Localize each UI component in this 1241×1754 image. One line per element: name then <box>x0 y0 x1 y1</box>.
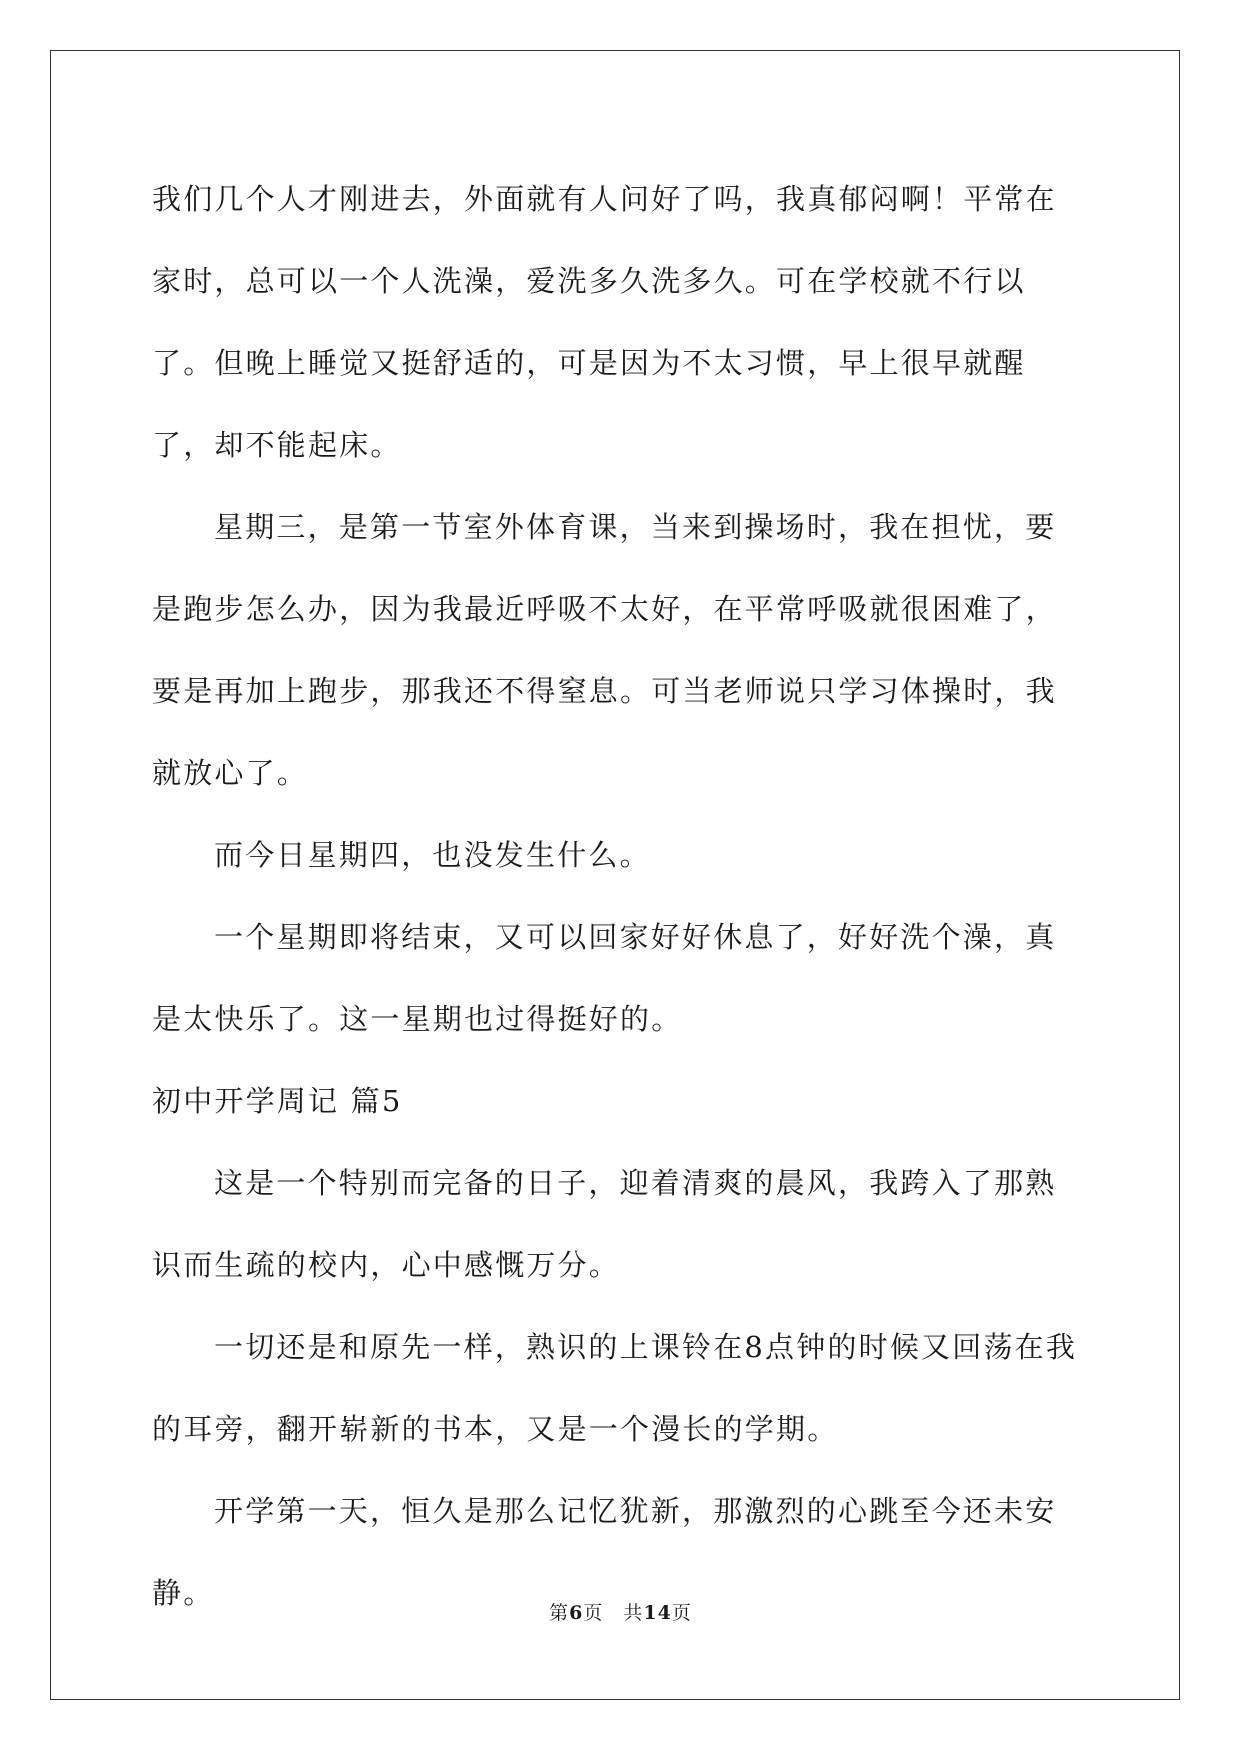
paragraph: 一个星期即将结束，又可以回家好好休息了，好好洗个澡，真是太快乐了。这一星期也过得挺好的。 <box>152 920 1057 1036</box>
page-prefix: 第 <box>549 1602 570 1624</box>
page-total: 14 <box>643 1602 672 1624</box>
total-prefix: 共 <box>623 1602 644 1624</box>
page-unit: 页 <box>583 1602 604 1624</box>
paragraph: 这是一个特别而完备的日子，迎着清爽的晨风，我跨入了那熟识而生疏的校内，心中感慨万分。 <box>152 1166 1057 1282</box>
page-footer <box>0 1598 1241 1625</box>
total-unit: 页 <box>671 1602 692 1624</box>
paragraph: 而今日星期四，也没发生什么。 <box>214 838 651 872</box>
page-current: 6 <box>569 1602 584 1624</box>
paragraph: 开学第一天，恒久是那么记忆犹新，那激烈的心跳至今还未安静。 <box>152 1494 1057 1610</box>
document-body <box>152 158 1087 1634</box>
section-heading: 初中开学周记 篇5 <box>152 1084 403 1118</box>
paragraph: 星期三，是第一节室外体育课，当来到操场时，我在担忧，要是跑步怎么办，因为我最近呼吸不太好，在平常呼吸就很困难了，要是再加上跑步，那我还不得窒息。可当老师说只学习体操时，我就放心了。 <box>152 510 1057 790</box>
paragraph: 一切还是和原先一样，熟识的上课铃在8点钟的时候又回荡在我的耳旁，翻开崭新的书本，又是一个漫长的学期。 <box>152 1330 1078 1446</box>
paragraph: 我们几个人才刚进去，外面就有人问好了吗，我真郁闷啊！平常在家时，总可以一个人洗澡，爱洗多久洗多久。可在学校就不行以了。但晚上睡觉又挺舒适的，可是因为不太习惯，早上很早就醒了，却不能起床。 <box>152 182 1057 462</box>
